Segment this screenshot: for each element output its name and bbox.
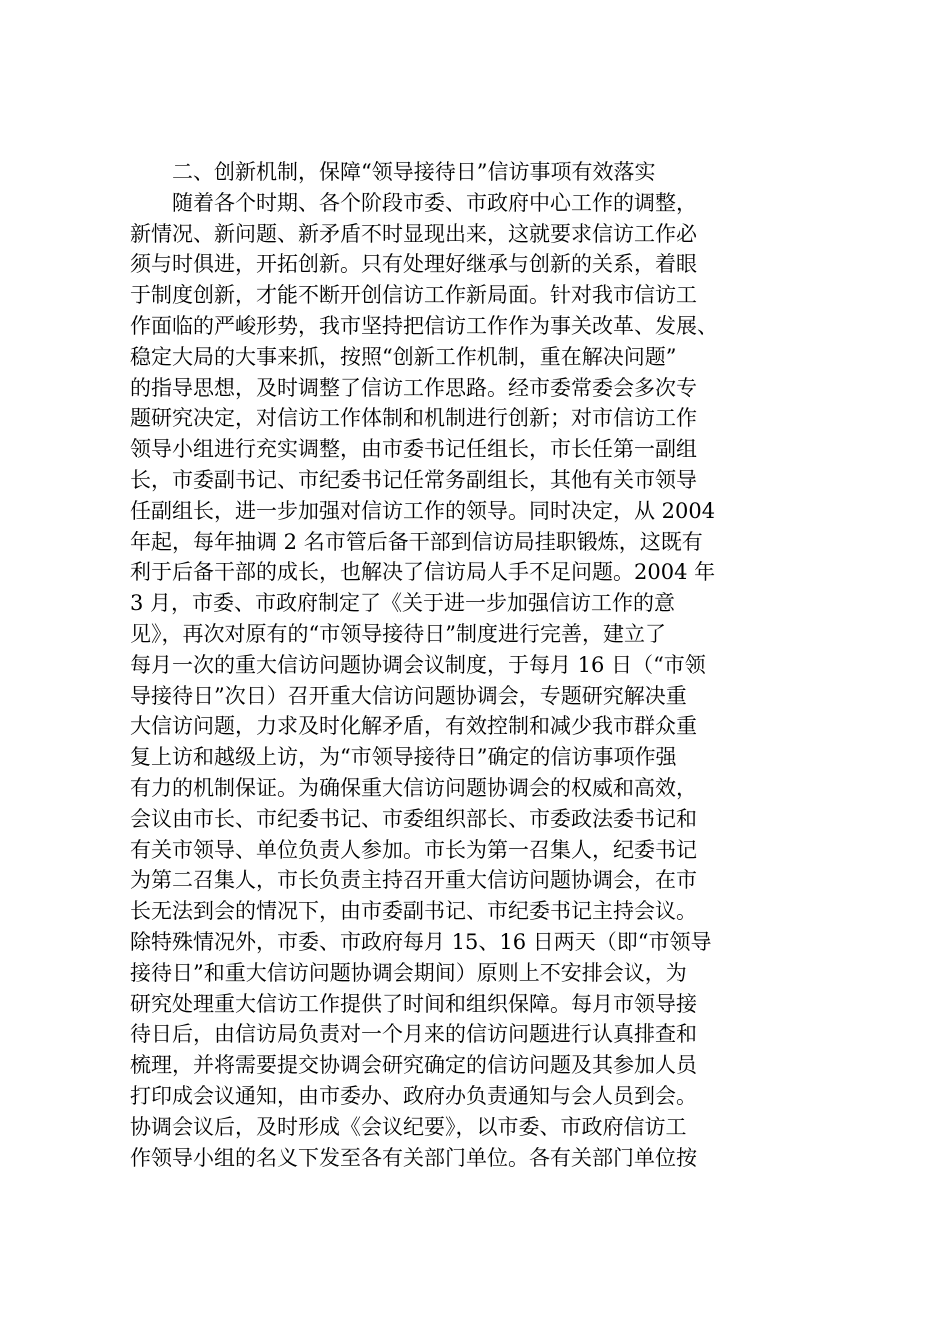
text-line: 的指导思想，及时调整了信访工作思路。经市委常委会多次专	[130, 375, 697, 400]
body-text	[130, 157, 840, 1173]
text-line: 大信访问题，力求及时化解矛盾，有效控制和减少我市群众重	[130, 714, 697, 739]
text-line: 长，市委副书记、市纪委书记任常务副组长，其他有关市领导	[130, 467, 697, 492]
text-line: 领导小组进行充实调整，由市委书记任组长，市长任第一副组	[130, 437, 697, 462]
text-line: 导接待日”次日）召开重大信访问题协调会，专题研究解决重	[130, 683, 687, 708]
text-line: 题研究决定，对信访工作体制和机制进行创新；对市信访工作	[130, 406, 697, 431]
text-line: 为第二召集人，市长负责主持召开重大信访问题协调会，在市	[130, 868, 697, 893]
text-line: 任副组长，进一步加强对信访工作的领导。同时决定，从 2004	[130, 498, 716, 523]
text-line: 复上访和越级上访，为“市领导接待日”确定的信访事项作强	[130, 745, 677, 770]
text-line: 有关市领导、单位负责人参加。市长为第一召集人，纪委书记	[130, 837, 697, 862]
text-line: 待日后，由信访局负责对一个月来的信访问题进行认真排查和	[130, 1022, 697, 1047]
text-line: 3 月，市委、市政府制定了《关于进一步加强信访工作的意	[130, 591, 676, 616]
text-line: 随着各个时期、各个阶段市委、市政府中心工作的调整，	[130, 190, 697, 215]
text-line: 于制度创新，才能不断开创信访工作新局面。针对我市信访工	[130, 283, 697, 308]
text-line: 会议由市长、市纪委书记、市委组织部长、市委政法委书记和	[130, 806, 697, 831]
text-line: 长无法到会的情况下，由市委副书记、市纪委书记主持会议。	[130, 899, 697, 924]
text-line: 新情况、新问题、新矛盾不时显现出来，这就要求信访工作必	[130, 221, 697, 246]
text-line: 作领导小组的名义下发至各有关部门单位。各有关部门单位按	[130, 1145, 697, 1170]
text-line: 每月一次的重大信访问题协调会议制度，于每月 16 日（“市领	[130, 652, 706, 677]
text-line: 须与时俱进，开拓创新。只有处理好继承与创新的关系，着眼	[130, 252, 697, 277]
text-line: 协调会议后，及时形成《会议纪要》，以市委、市政府信访工	[130, 1114, 687, 1139]
text-line: 稳定大局的大事来抓，按照“创新工作机制，重在解决问题”	[130, 344, 677, 369]
text-line: 利于后备干部的成长，也解决了信访局人手不足问题。2004 年	[130, 560, 716, 585]
text-line: 作面临的严峻形势，我市坚持把信访工作作为事关改革、发展、	[130, 313, 718, 338]
text-line: 有力的机制保证。为确保重大信访问题协调会的权威和高效，	[130, 775, 697, 800]
section-heading: 二、创新机制，保障“领导接待日”信访事项有效落实	[130, 160, 656, 184]
text-line: 打印成会议通知，由市委办、政府办负责通知与会人员到会。	[130, 1083, 697, 1108]
text-line: 见》，再次对原有的“市领导接待日”制度进行完善，建立了	[130, 621, 666, 646]
text-line: 梳理，并将需要提交协调会研究确定的信访问题及其参加人员	[130, 1053, 697, 1078]
text-line: 除特殊情况外，市委、市政府每月 15、16 日两天（即“市领导	[130, 929, 712, 954]
text-line: 研究处理重大信访工作提供了时间和组织保障。每月市领导接	[130, 991, 697, 1016]
text-line: 年起，每年抽调 2 名市管后备干部到信访局挂职锻炼，这既有	[130, 529, 703, 554]
text-line: 接待日”和重大信访问题协调会期间）原则上不安排会议，为	[130, 960, 687, 985]
